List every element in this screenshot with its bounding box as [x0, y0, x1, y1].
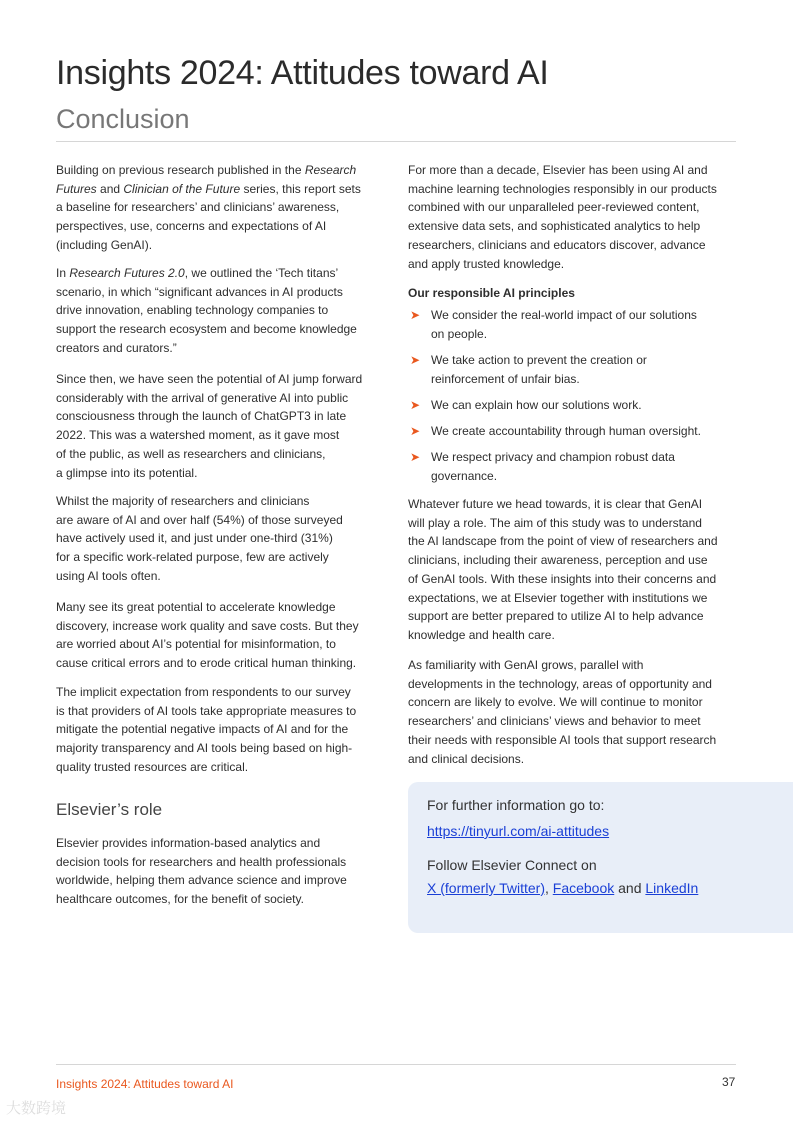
text-line: combined with our unparalleled peer-reviewed content, [408, 200, 700, 215]
x-twitter-link[interactable]: X (formerly Twitter) [427, 880, 545, 896]
text-line: majority transparency and AI tools being based on high- [56, 741, 353, 756]
principle-text [431, 351, 647, 388]
text-segment: In [56, 266, 70, 280]
text-line: We take action to prevent the creation or [431, 353, 647, 367]
text-line: We can explain how our solutions work. [431, 398, 642, 412]
text-line [56, 161, 361, 180]
text-line: a baseline for researchers’ and clinicians’ awareness, [56, 200, 340, 215]
text-line: healthcare outcomes, for the benefit of society. [56, 892, 304, 907]
text-line: perspectives, use, concerns and expectations of AI [56, 219, 327, 234]
section-title: Conclusion [56, 104, 190, 134]
text-line: of the public, as well as researchers and clinicians, [56, 446, 326, 461]
facebook-link[interactable]: Facebook [552, 880, 615, 896]
text-line: cause critical errors and to erode critical human thinking. [56, 656, 357, 671]
text-line: We create accountability through human oversight. [431, 424, 701, 438]
arrow-bullet-icon: ➤ [410, 398, 421, 412]
right-paragraph [408, 656, 716, 768]
elsevier-role-paragraph [56, 834, 347, 909]
text-line: The implicit expectation from respondents to our survey [56, 685, 351, 699]
text-line: scenario, in which “significant advances in AI products [56, 284, 343, 299]
text-segment: series, this report sets [240, 181, 361, 196]
text-line: For more than a decade, Elsevier has been using AI and [408, 163, 708, 177]
text-line: is that providers of AI tools take appropriate measures to [56, 703, 357, 718]
text-line: for a specific work-related purpose, few are actively [56, 550, 329, 565]
right-paragraph [408, 495, 718, 645]
arrow-bullet-icon: ➤ [410, 424, 421, 438]
text-line: developments in the technology, areas of opportunity and [408, 676, 712, 691]
italic-title: Clinician of the Future [123, 181, 241, 196]
text-line: researchers, clinicians and educators discover, advance [408, 237, 706, 252]
text-line [56, 180, 361, 199]
text-line: support the research ecosystem and become knowledge [56, 322, 357, 337]
text-line: the AI landscape from the point of view of researchers and [408, 534, 718, 549]
further-info-box [408, 782, 793, 933]
text-line: extensive data sets, and sophisticated analytics to help [408, 219, 701, 234]
footer-divider [56, 1064, 736, 1065]
text-line: Whilst the majority of researchers and clinicians [56, 494, 310, 508]
footer-title: Insights 2024: Attitudes toward AI [56, 1077, 234, 1091]
text-line: As familiarity with GenAI grows, parallel with [408, 658, 644, 672]
left-paragraph [56, 161, 361, 255]
text-line: reinforcement of unfair bias. [431, 371, 580, 386]
right-intro-paragraph [408, 161, 717, 273]
text-line: and clinical decisions. [408, 751, 525, 766]
and-text: and [614, 880, 646, 896]
text-line: knowledge and health care. [408, 627, 555, 642]
text-line: mitigate the potential negative impacts of AI and for the [56, 722, 349, 737]
text-line: (including GenAI). [56, 237, 153, 252]
page-title: Insights 2024: Attitudes toward AI [56, 54, 549, 92]
text-line: consciousness through the launch of ChatGPT3 in late [56, 409, 347, 424]
left-paragraph [56, 264, 357, 358]
text-line: Since then, we have seen the potential of AI jump forward [56, 372, 363, 386]
text-line: governance. [431, 468, 498, 483]
text-line: have actively used it, and just under one-third (31%) [56, 531, 333, 546]
text-line: will play a role. The aim of this study was to understand [408, 515, 702, 530]
text-line: are aware of AI and over half (54%) of those surveyed [56, 512, 343, 527]
text-line: machine learning technologies responsibly in our products [408, 181, 717, 196]
follow-text: Follow Elsevier Connect on [427, 857, 597, 873]
page-number: 37 [722, 1075, 736, 1089]
text-line: using AI tools often. [56, 568, 161, 583]
principle-text [431, 422, 701, 441]
left-paragraph [56, 598, 359, 673]
header-divider [56, 141, 736, 142]
text-line: concern are likely to evolve. We will continue to monitor [408, 695, 703, 710]
italic-title: Futures [56, 181, 97, 196]
text-line: drive innovation, enabling technology companies to [56, 303, 329, 318]
text-line: We respect privacy and champion robust data [431, 450, 675, 464]
arrow-bullet-icon: ➤ [410, 353, 421, 367]
text-line: a glimpse into its potential. [56, 465, 198, 480]
text-line: considerably with the arrival of generative AI into public [56, 390, 349, 405]
text-line: Elsevier provides information-based analytics and [56, 836, 321, 850]
text-line: of GenAI tools. With these insights into their concerns and [408, 571, 717, 586]
text-line: quality trusted resources are critical. [56, 759, 249, 774]
text-line: clinicians, including their awareness, perception and use [408, 553, 708, 568]
text-line [56, 264, 357, 283]
text-line: researchers’ and clinicians’ views and behavior to meet [408, 714, 701, 729]
text-line: Many see its great potential to accelerate knowledge [56, 600, 336, 614]
separator-comma: , [544, 880, 553, 896]
arrow-bullet-icon: ➤ [410, 450, 421, 464]
text-line: creators and curators.” [56, 340, 177, 355]
text-line: discovery, increase work quality and save costs. But they [56, 618, 359, 633]
text-line: worldwide, helping them advance science and improve [56, 873, 347, 888]
left-paragraph [56, 492, 343, 586]
text-line: expectations, we at Elsevier together with institutions we [408, 590, 708, 605]
text-segment: and [96, 181, 124, 196]
principles-heading: Our responsible AI principles [408, 286, 575, 300]
elsevier-role-heading: Elsevier’s role [56, 800, 163, 819]
text-line: Whatever future we head towards, it is clear that GenAI [408, 497, 703, 511]
linkedin-link[interactable]: LinkedIn [645, 880, 699, 896]
text-segment: , we outlined the ‘Tech titans’ [184, 266, 339, 280]
text-line: decision tools for researchers and health professionals [56, 854, 347, 869]
text-line: on people. [431, 326, 488, 341]
text-line: are worried about AI’s potential for misinformation, to [56, 637, 336, 652]
principle-text [431, 396, 642, 415]
text-line: and apply trusted knowledge. [408, 256, 565, 271]
principle-text [431, 306, 697, 343]
text-line: support are better prepared to utilize AI to help advance [408, 609, 704, 624]
italic-title: Research Futures 2.0 [69, 266, 185, 280]
italic-title: Research [304, 163, 357, 177]
principle-text [431, 448, 675, 485]
left-paragraph [56, 370, 362, 482]
text-line: their needs with responsible AI tools that support research [408, 732, 717, 747]
left-paragraph [56, 683, 356, 777]
text-line: We consider the real-world impact of our solutions [431, 308, 697, 322]
arrow-bullet-icon: ➤ [410, 308, 421, 322]
text-segment: Building on previous research published in the [56, 163, 305, 177]
further-info-lead: For further information go to: [427, 797, 605, 813]
report-url-link[interactable]: https://tinyurl.com/ai-attitudes [427, 823, 610, 839]
watermark: 大数跨境 [6, 1100, 67, 1117]
text-line: 2022. This was a watershed moment, as it gave most [56, 428, 340, 443]
